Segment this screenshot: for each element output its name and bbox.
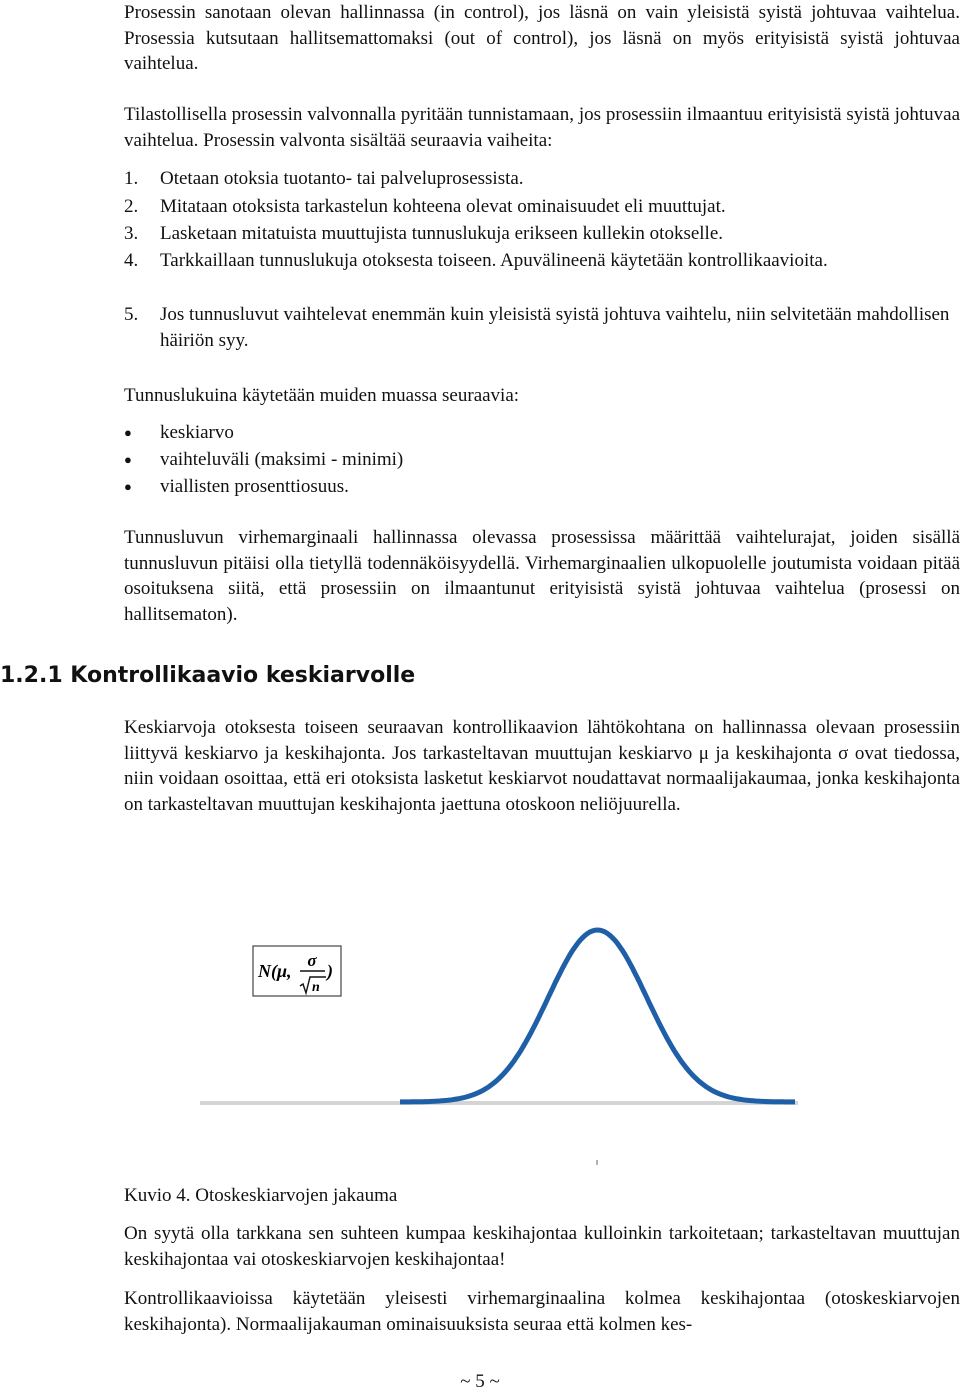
- figure-caption: Kuvio 4. Otoskeskiarvojen jakauma: [124, 1185, 398, 1206]
- step-text: Jos tunnusluvut vaihtelevat enemmän kuin yleisistä syistä johtuva vaihtelu, niin selvitetään mahdollisen häiriön syy.: [160, 304, 950, 351]
- step-text: Mitataan otoksista tarkastelun kohteena olevat ominaisuudet eli muuttujat.: [160, 196, 726, 217]
- formula-suffix: ): [327, 961, 333, 981]
- step-number: 5.: [124, 304, 139, 325]
- section-heading: 1.2.1 Kontrollikaavio keskiarvolle: [0, 663, 416, 688]
- paragraph-statistics-intro: Tunnuslukuina käytetään muiden muassa seuraavia:: [124, 385, 520, 406]
- paragraph-monitoring: Tilastollisella prosessin valvonnalla pyritään tunnistamaan, jos prosessiin ilmaantuu erityisistä syistä johtuvaa vaihtelua. Prosessin valvonta sisältää seuraavia vaiheita:: [124, 104, 960, 151]
- paragraph-caution: On syytä olla tarkkana sen suhteen kumpaa keskihajontaa kulloinkin tarkoitetaan; tarkasteltavan muuttujan keskihajontaa vai otoskeskiarvojen keskihajontaa!: [124, 1223, 960, 1270]
- paragraph-error-margin: Tunnusluvun virhemarginaali hallinnassa olevassa prosessissa määrittää vaihtelurajat, joiden sisällä tunnusluvun pitäisi olla tietyllä todennäköisyydellä. Virhemarginaalien ulkopuolelle joutumista voidaan pitää osoituksena siitä, että prosessiin on ilmaantunut erityisistä syistä johtuvaa vaihtelua (prosessi on hallitsematon).: [124, 527, 960, 625]
- bullet-icon: ●: [124, 425, 132, 440]
- list-item: viallisten prosenttiosuus.: [160, 476, 349, 497]
- list-item: keskiarvo: [160, 422, 234, 443]
- page-number: ~ 5 ~: [460, 1371, 500, 1392]
- formula-prefix: N(μ,: [258, 961, 292, 981]
- paragraph-three-sigma: Kontrollikaavioissa käytetään yleisesti virhemarginaalina kolmea keskihajontaa (otoskeskiarvojen keskihajonta). Normaalijakauman ominaisuuksista seuraa että kolmen kes-: [124, 1288, 960, 1335]
- step-number: 4.: [124, 250, 139, 271]
- step-number: 1.: [124, 168, 139, 189]
- paragraph-control: Prosessin sanotaan olevan hallinnassa (in control), jos läsnä on vain yleisistä syistä johtuvaa vaihtelua. Prosessia kutsutaan hallitsemattomaksi (out of control), jos läsnä on myös erityisistä syistä johtuvaa vaihtelua.: [124, 2, 960, 74]
- bullet-icon: ●: [124, 452, 132, 467]
- step-text: Otetaan otoksia tuotanto- tai palveluprosessista.: [160, 168, 524, 189]
- step-number: 2.: [124, 196, 139, 217]
- list-item: vaihteluväli (maksimi - minimi): [160, 449, 404, 470]
- formula-numerator: σ: [307, 951, 317, 970]
- step-text: Lasketaan mitatuista muuttujista tunnuslukuja erikseen kullekin otokselle.: [160, 223, 724, 244]
- normal-density-curve: [400, 930, 795, 1102]
- step-number: 3.: [124, 223, 139, 244]
- paragraph-mean-chart: Keskiarvoja otoksesta toiseen seuraavan kontrollikaavion lähtökohtana on hallinnassa olevaan prosessiin liittyvä keskiarvo ja keskihajonta. Jos tarkasteltavan muuttujan keskiarvo μ ja keskihajonta σ ovat tiedossa, niin voidaan osoittaa, että eri otoksista lasketut keskiarvot noudattavat normaalijakaumaa, jonka keskihajonta on tarkasteltavan muuttujan keskihajonta jaettuna otoskoon neliöjuurella.: [124, 717, 960, 815]
- formula-denominator: n: [312, 980, 320, 995]
- bullet-icon: ●: [124, 479, 132, 494]
- step-text: Tarkkaillaan tunnuslukuja otoksesta toiseen. Apuvälineenä käytetään kontrollikaavioita.: [160, 250, 828, 271]
